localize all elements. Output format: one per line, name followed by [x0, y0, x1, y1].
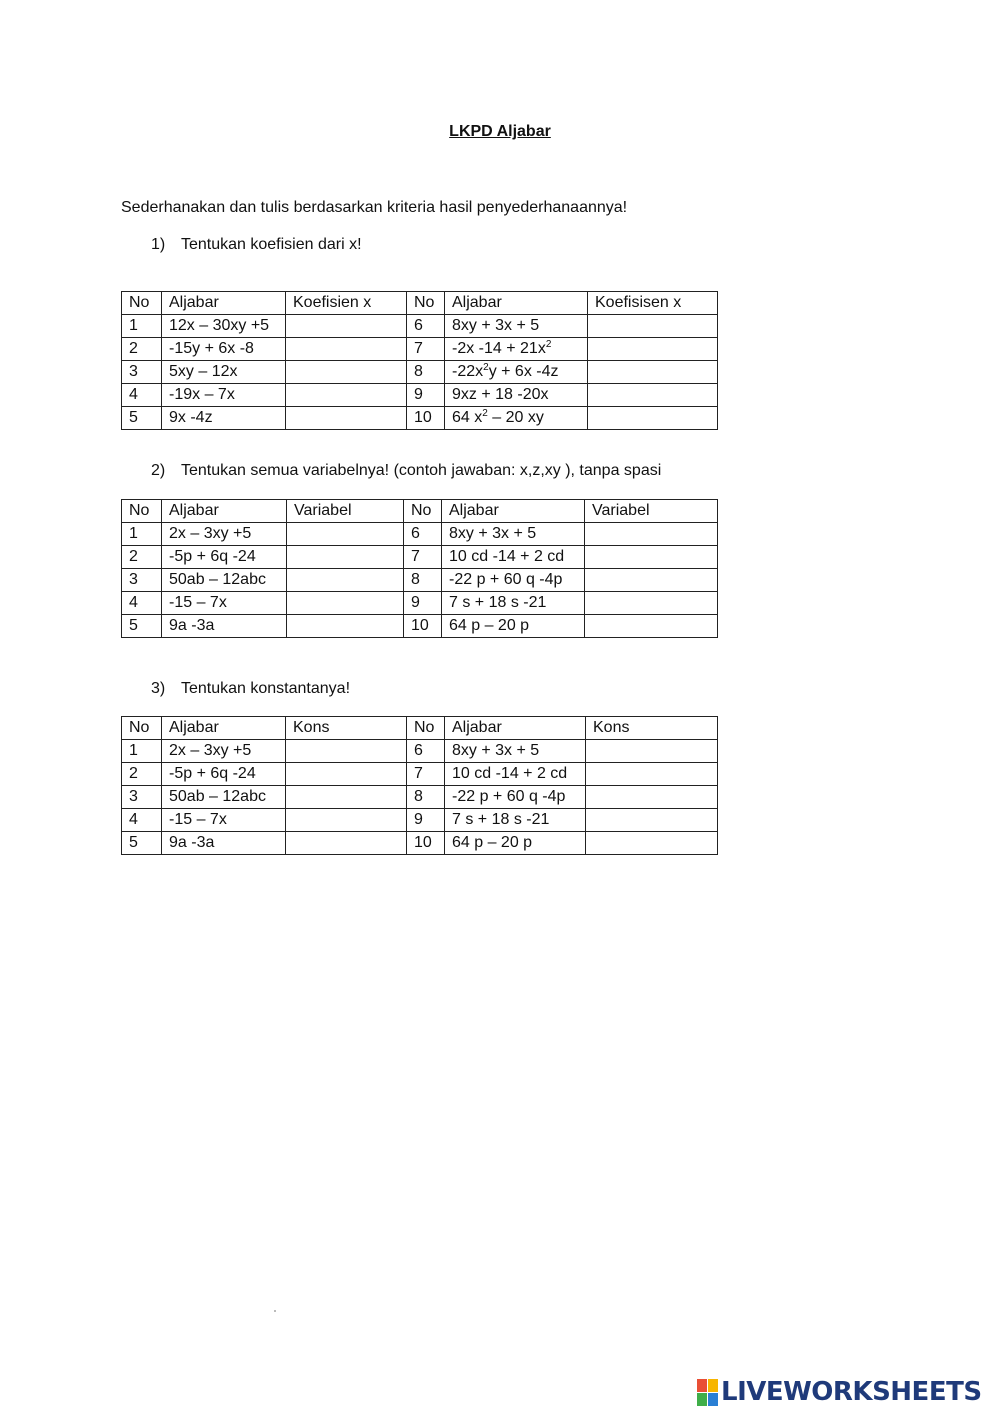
question-number: 2)	[151, 462, 166, 479]
question-number: 3)	[151, 680, 166, 697]
row-number: 1	[122, 315, 162, 338]
answer-cell[interactable]	[588, 407, 718, 430]
answer-cell[interactable]	[586, 809, 718, 832]
answer-cell[interactable]	[585, 615, 718, 638]
answer-cell[interactable]	[287, 546, 404, 569]
liveworksheets-logo[interactable]	[697, 1377, 982, 1407]
question-prompt: Tentukan koefisien dari x!	[181, 236, 362, 253]
algebra-expression: -19x – 7x	[162, 384, 286, 407]
table-row	[122, 361, 718, 384]
answer-cell[interactable]	[286, 832, 407, 855]
column-header: Kons	[586, 717, 718, 740]
algebra-expression: 64 $x^2 - 20$ xy	[445, 407, 588, 430]
row-number: 3	[122, 569, 162, 592]
table-row	[122, 407, 718, 430]
answer-cell[interactable]	[286, 315, 407, 338]
row-number: 7	[407, 338, 445, 361]
answer-cell[interactable]	[287, 592, 404, 615]
column-header: No	[407, 292, 445, 315]
column-header: Aljabar	[162, 292, 286, 315]
algebra-expression: 64 p – 20 p	[445, 832, 586, 855]
row-number: 1	[122, 740, 162, 763]
algebra-expression: -2x $-14 + 21x^2$	[445, 338, 588, 361]
algebra-expression: 9xz + 18 -20x	[445, 384, 588, 407]
column-header: Koefisisen x	[588, 292, 718, 315]
table-row	[122, 384, 718, 407]
row-number: 10	[407, 832, 445, 855]
algebra-expression: 7 s + 18 s -21	[442, 592, 585, 615]
algebra-expression: 9a -3a	[162, 615, 287, 638]
constant-table	[121, 716, 718, 855]
column-header: No	[122, 500, 162, 523]
table-row	[122, 569, 718, 592]
algebra-expression: 12x – 30xy +5	[162, 315, 286, 338]
algebra-expression: 7 s + 18 s -21	[445, 809, 586, 832]
column-header: No	[407, 717, 445, 740]
table-row	[122, 615, 718, 638]
algebra-expression: 10 cd -14 + 2 cd	[445, 763, 586, 786]
column-header: No	[122, 717, 162, 740]
question-1	[151, 236, 362, 254]
column-header: Variabel	[585, 500, 718, 523]
logo-mark-icon	[697, 1379, 718, 1406]
answer-cell[interactable]	[588, 361, 718, 384]
answer-cell[interactable]	[286, 763, 407, 786]
row-number: 6	[404, 523, 442, 546]
row-number: 2	[122, 546, 162, 569]
algebra-expression: 2x – 3xy +5	[162, 740, 286, 763]
question-number: 1)	[151, 236, 166, 253]
algebra-expression: -15 – 7x	[162, 592, 287, 615]
answer-cell[interactable]	[585, 523, 718, 546]
answer-cell[interactable]	[586, 832, 718, 855]
row-number: 9	[404, 592, 442, 615]
column-header: Aljabar	[445, 717, 586, 740]
algebra-expression: 9a -3a	[162, 832, 286, 855]
row-number: 8	[407, 786, 445, 809]
question-3	[151, 680, 350, 698]
table-header-row	[122, 500, 718, 523]
column-header: No	[404, 500, 442, 523]
row-number: 2	[122, 338, 162, 361]
table-row	[122, 763, 718, 786]
answer-cell[interactable]	[586, 740, 718, 763]
answer-cell[interactable]	[286, 384, 407, 407]
algebra-expression: 8xy + 3x + 5	[445, 315, 588, 338]
answer-cell[interactable]	[585, 569, 718, 592]
row-number: 8	[404, 569, 442, 592]
column-header: No	[122, 292, 162, 315]
answer-cell[interactable]	[286, 338, 407, 361]
row-number: 4	[122, 809, 162, 832]
row-number: 1	[122, 523, 162, 546]
table-row	[122, 338, 718, 361]
algebra-expression: 64 p – 20 p	[442, 615, 585, 638]
answer-cell[interactable]	[585, 546, 718, 569]
algebra-expression: 50ab – 12abc	[162, 786, 286, 809]
table-row	[122, 809, 718, 832]
row-number: 4	[122, 592, 162, 615]
table-header-row	[122, 717, 718, 740]
answer-cell[interactable]	[287, 569, 404, 592]
logo-square-icon	[708, 1393, 718, 1406]
algebra-expression: 2x – 3xy +5	[162, 523, 287, 546]
algebra-expression: -22 p + 60 q -4p	[442, 569, 585, 592]
row-number: 7	[404, 546, 442, 569]
row-number: 2	[122, 763, 162, 786]
algebra-expression: -22 p + 60 q -4p	[445, 786, 586, 809]
table-header-row	[122, 292, 718, 315]
row-number: 5	[122, 832, 162, 855]
table-row	[122, 832, 718, 855]
answer-cell[interactable]	[286, 407, 407, 430]
column-header: Koefisien x	[286, 292, 407, 315]
table-row	[122, 546, 718, 569]
answer-cell[interactable]	[286, 809, 407, 832]
row-number: 10	[407, 407, 445, 430]
row-number: 9	[407, 384, 445, 407]
table-row	[122, 315, 718, 338]
algebra-expression: -15y + 6x -8	[162, 338, 286, 361]
row-number: 9	[407, 809, 445, 832]
row-number: 10	[404, 615, 442, 638]
algebra-expression: -5p + 6q -24	[162, 546, 287, 569]
algebra-expression: 50ab – 12abc	[162, 569, 287, 592]
row-number: 3	[122, 361, 162, 384]
coefficient-table	[121, 291, 718, 430]
row-number: 8	[407, 361, 445, 384]
variable-table	[121, 499, 718, 638]
table-row	[122, 592, 718, 615]
algebra-expression: -5p + 6q -24	[162, 763, 286, 786]
logo-square-icon	[697, 1379, 707, 1392]
algebra-expression: 5xy – 12x	[162, 361, 286, 384]
algebra-expression: 10 cd -14 + 2 cd	[442, 546, 585, 569]
answer-cell[interactable]	[287, 523, 404, 546]
row-number: 3	[122, 786, 162, 809]
row-number: 6	[407, 740, 445, 763]
answer-cell[interactable]	[286, 740, 407, 763]
answer-cell[interactable]	[286, 786, 407, 809]
table-row	[122, 786, 718, 809]
question-2	[151, 462, 661, 480]
answer-cell[interactable]	[586, 786, 718, 809]
logo-square-icon	[697, 1393, 707, 1406]
page-title: LKPD Aljabar	[449, 123, 551, 140]
column-header: Kons	[286, 717, 407, 740]
answer-cell[interactable]	[588, 338, 718, 361]
answer-cell[interactable]	[588, 384, 718, 407]
question-prompt: Tentukan semua variabelnya! (contoh jawaban: x,z,xy ), tanpa spasi	[181, 462, 662, 479]
column-header: Aljabar	[162, 717, 286, 740]
answer-cell[interactable]	[586, 763, 718, 786]
column-header: Aljabar	[445, 292, 588, 315]
algebra-expression: 9x -4z	[162, 407, 286, 430]
algebra-expression: 8xy + 3x + 5	[442, 523, 585, 546]
instruction-text: Sederhanakan dan tulis berdasarkan kriteria hasil penyederhanaannya!	[121, 199, 628, 216]
row-number: 5	[122, 407, 162, 430]
answer-cell[interactable]	[287, 615, 404, 638]
answer-cell[interactable]	[585, 592, 718, 615]
algebra-expression: 8xy + 3x + 5	[445, 740, 586, 763]
column-header: Aljabar	[162, 500, 287, 523]
answer-cell[interactable]	[286, 361, 407, 384]
table-row	[122, 523, 718, 546]
column-header: Aljabar	[442, 500, 585, 523]
brand-name: LIVEWORKSHEETS	[721, 1377, 982, 1407]
page-mark	[274, 1310, 276, 1312]
row-number: 4	[122, 384, 162, 407]
row-number: 5	[122, 615, 162, 638]
question-prompt: Tentukan konstantanya!	[181, 680, 351, 697]
logo-square-icon	[708, 1379, 718, 1392]
algebra-expression: -15 – 7x	[162, 809, 286, 832]
answer-cell[interactable]	[588, 315, 718, 338]
table-row	[122, 740, 718, 763]
row-number: 7	[407, 763, 445, 786]
algebra-expression: $-22x^2y + 6x$ -4z	[445, 361, 588, 384]
column-header: Variabel	[287, 500, 404, 523]
row-number: 6	[407, 315, 445, 338]
